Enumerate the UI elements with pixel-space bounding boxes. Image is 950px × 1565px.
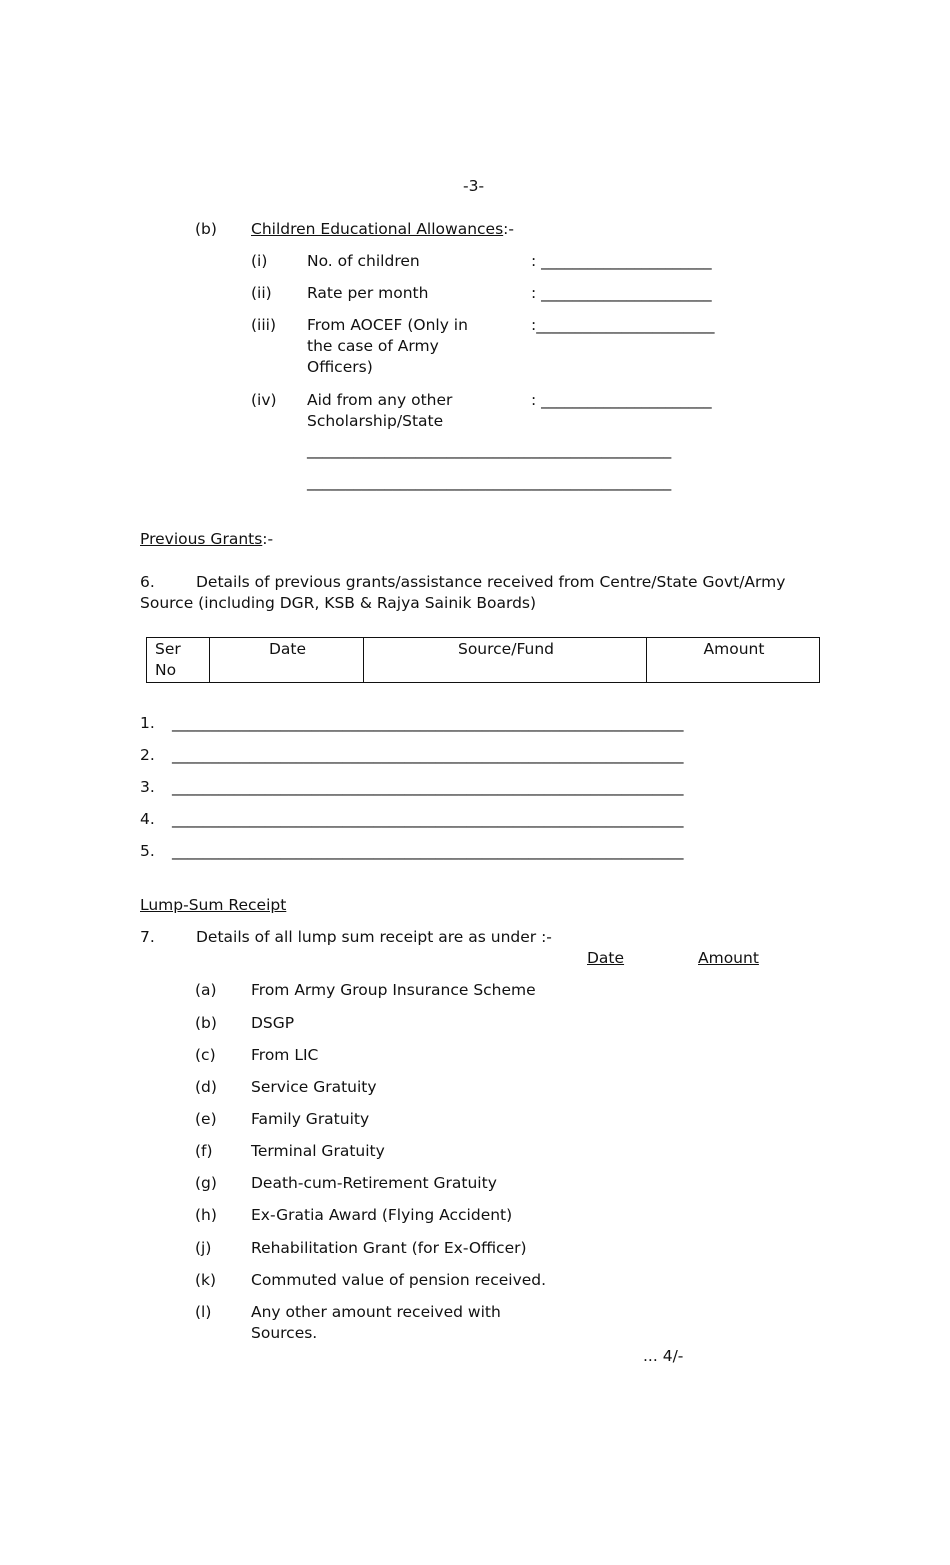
- lump-item-label: From LIC: [251, 1046, 319, 1064]
- lump-item-label: Ex-Gratia Award (Flying Accident): [251, 1206, 513, 1224]
- grant-row-line[interactable]: __________________________________________________________________: [172, 810, 684, 828]
- cea-item-num: (iv): [251, 391, 277, 409]
- page-number: -3-: [463, 177, 485, 195]
- column-date: Date: [587, 949, 625, 967]
- cea-extra-line[interactable]: _______________________________________________: [307, 473, 672, 491]
- grant-row-num: 5.: [140, 842, 155, 860]
- cea-item-label: Aid from any other Scholarship/State: [307, 391, 453, 430]
- lump-item-num: (h): [195, 1206, 217, 1224]
- lump-item-num: (l): [195, 1303, 212, 1321]
- cea-title-suffix: :-: [503, 220, 514, 238]
- cea-item-label: Rate per month: [307, 284, 429, 302]
- lump-sum-heading: Lump-Sum Receipt: [140, 896, 287, 914]
- cea-item-num: (i): [251, 252, 268, 270]
- grant-row-line[interactable]: __________________________________________________________________: [172, 842, 684, 860]
- lump-item-label: Terminal Gratuity: [251, 1142, 385, 1160]
- cea-item-num: (iii): [251, 316, 277, 334]
- para-6-line1: Details of previous grants/assistance received from Centre/State Govt/Army: [196, 573, 786, 591]
- grants-table: [146, 637, 820, 683]
- lump-item-num: (a): [195, 981, 217, 999]
- para-7-text: Details of all lump sum receipt are as under :-: [196, 928, 552, 946]
- lump-item-label: Rehabilitation Grant (for Ex-Officer): [251, 1239, 527, 1257]
- cea-item-blank[interactable]: : ______________________: [531, 252, 712, 270]
- cea-item-blank[interactable]: :_______________________: [531, 316, 715, 334]
- lump-item-num: (k): [195, 1271, 217, 1289]
- lump-item-num: (f): [195, 1142, 213, 1160]
- header-date: Date: [210, 638, 364, 683]
- grant-row-line[interactable]: __________________________________________________________________: [172, 778, 684, 796]
- grant-row-num: 4.: [140, 810, 155, 828]
- para-6-line2: Source (including DGR, KSB & Rajya Sainik Boards): [140, 594, 537, 612]
- cea-item-label: From AOCEF (Only in the case of Army Officers): [307, 316, 468, 376]
- cea-heading: [251, 219, 514, 240]
- grants-table-header: [147, 638, 820, 683]
- lump-item-label: From Army Group Insurance Scheme: [251, 981, 536, 999]
- lump-item-num: (e): [195, 1110, 217, 1128]
- lump-item-num: (g): [195, 1174, 217, 1192]
- previous-grants-title-suffix: :-: [262, 530, 274, 548]
- cea-item-num: (ii): [251, 284, 272, 302]
- lump-item-num: (d): [195, 1078, 217, 1096]
- lump-item-label: Family Gratuity: [251, 1110, 370, 1128]
- lump-item-label: Service Gratuity: [251, 1078, 377, 1096]
- cea-item-label: No. of children: [307, 252, 420, 270]
- para-7-num: 7.: [140, 928, 155, 946]
- lump-item-label: DSGP: [251, 1014, 295, 1032]
- previous-grants-heading: [140, 529, 273, 550]
- header-amount: Amount: [647, 638, 820, 683]
- column-amount: Amount: [698, 949, 759, 967]
- grant-row-num: 3.: [140, 778, 155, 796]
- cea-extra-line[interactable]: _______________________________________________: [307, 441, 672, 459]
- cea-item-blank[interactable]: : ______________________: [531, 391, 712, 409]
- grant-row-num: 1.: [140, 714, 155, 732]
- grant-row-num: 2.: [140, 746, 155, 764]
- lump-item-label: Death-cum-Retirement Gratuity: [251, 1174, 497, 1192]
- lump-item-label: Any other amount received with Sources.: [251, 1303, 501, 1342]
- cea-label: (b): [195, 220, 217, 238]
- continuation-marker: ... 4/-: [643, 1347, 684, 1365]
- header-ser-no: Ser No: [147, 638, 210, 683]
- grant-row-line[interactable]: __________________________________________________________________: [172, 714, 684, 732]
- lump-item-label: Commuted value of pension received.: [251, 1271, 547, 1289]
- para-6-num: 6.: [140, 573, 155, 591]
- lump-item-num: (c): [195, 1046, 216, 1064]
- lump-item-num: (b): [195, 1014, 217, 1032]
- previous-grants-title: Previous Grants: [140, 530, 263, 548]
- cea-title: Children Educational Allowances: [251, 220, 504, 238]
- cea-item-blank[interactable]: : ______________________: [531, 284, 712, 302]
- grant-row-line[interactable]: __________________________________________________________________: [172, 746, 684, 764]
- header-source-fund: Source/Fund: [364, 638, 647, 683]
- lump-item-num: (j): [195, 1239, 212, 1257]
